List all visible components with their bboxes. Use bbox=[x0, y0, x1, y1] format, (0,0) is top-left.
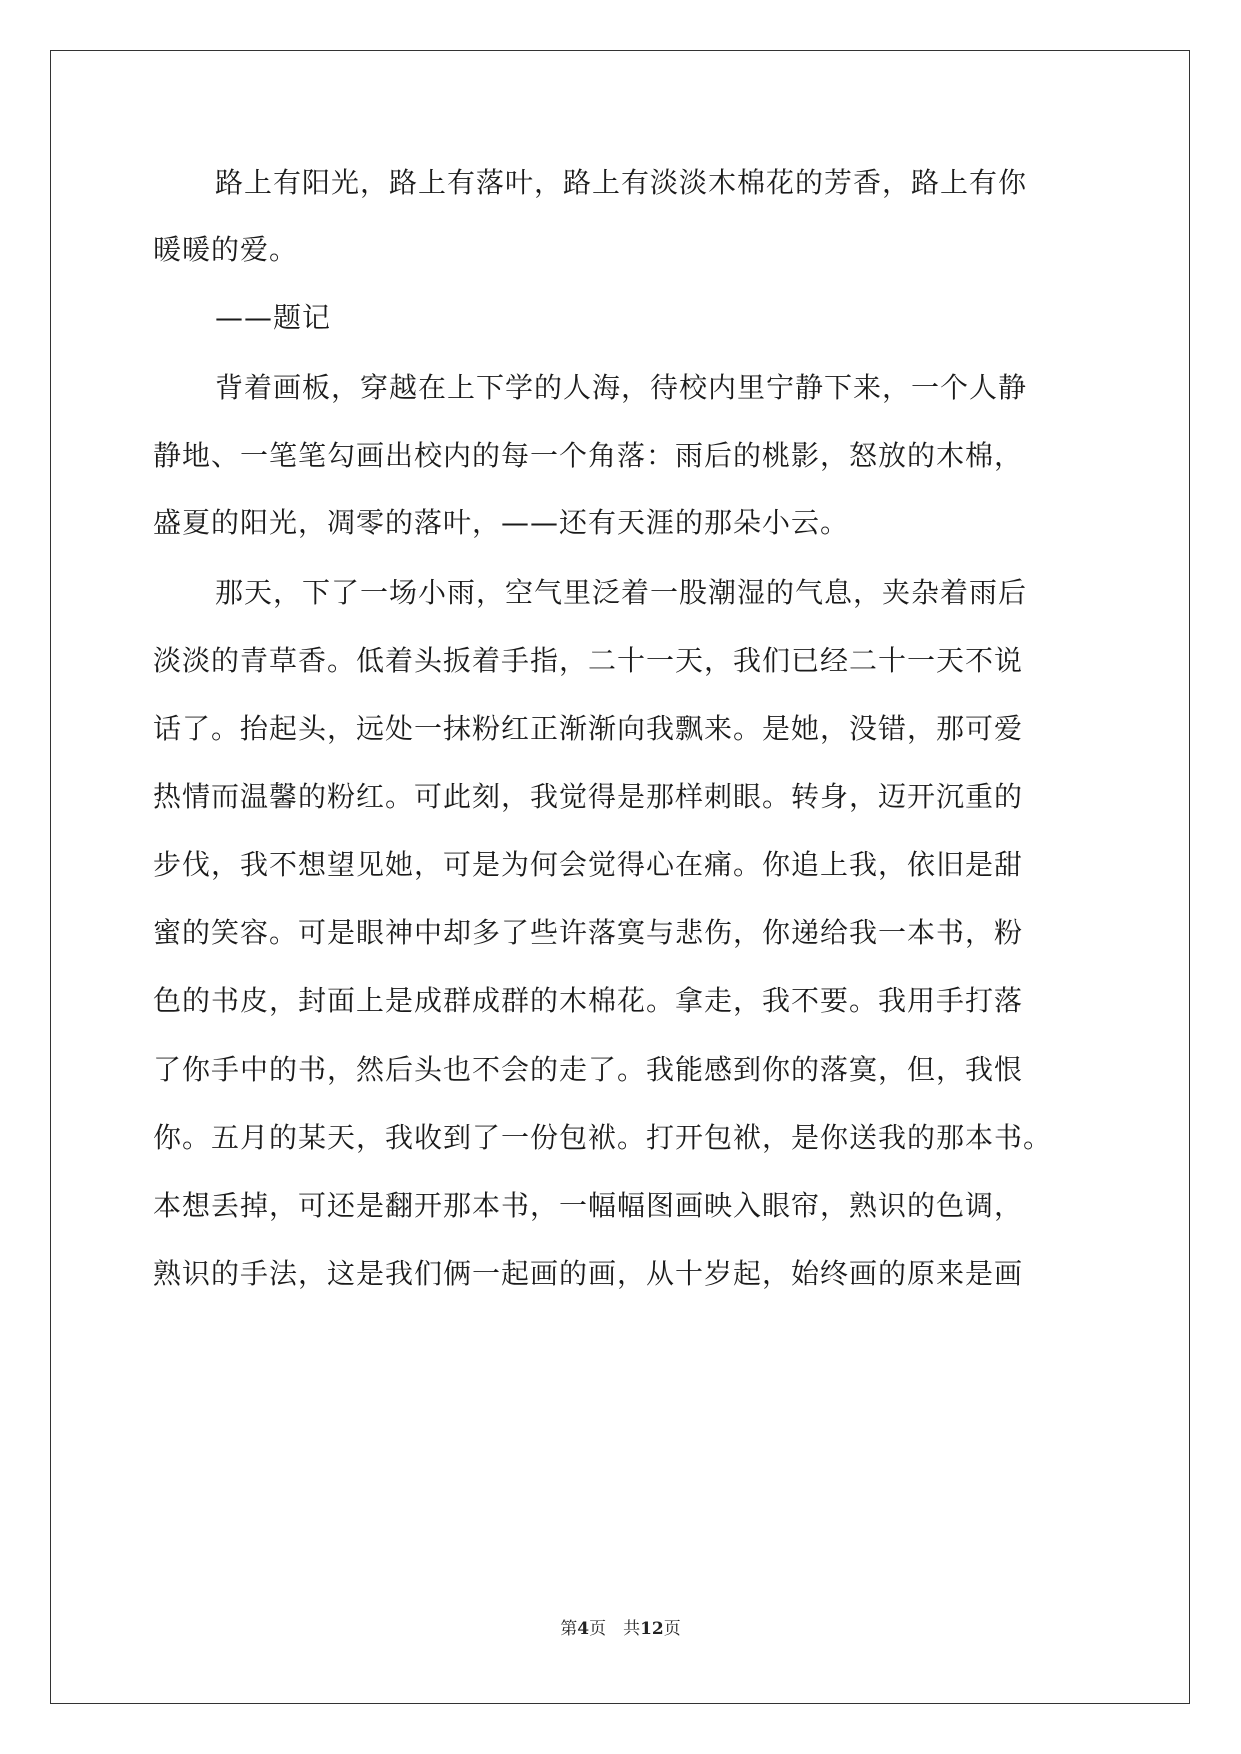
text-line-6: 盛夏的阳光，凋零的落叶，——还有天涯的那朵小云。 bbox=[153, 506, 850, 539]
text-line-17: 熟识的手法，这是我们俩一起画的画，从十岁起，始终画的原来是画 bbox=[153, 1257, 1024, 1290]
page-footer bbox=[0, 1614, 1241, 1639]
text-line-10: 热情而温馨的粉红。可此刻，我觉得是那样刺眼。转身，迈开沉重的 bbox=[153, 780, 1024, 813]
text-line-11: 步伐，我不想望见她，可是为何会觉得心在痛。你追上我，依旧是甜 bbox=[153, 848, 1024, 881]
text-line-12: 蜜的笑容。可是眼神中却多了些许落寞与悲伤，你递给我一本书，粉 bbox=[153, 916, 1024, 949]
text-line-14: 了你手中的书，然后头也不会的走了。我能感到你的落寞，但，我恨 bbox=[153, 1053, 1024, 1086]
current-page-number: 4 bbox=[577, 1619, 590, 1639]
text-line-8: 淡淡的青草香。低着头扳着手指，二十一天，我们已经二十一天不说 bbox=[153, 644, 1024, 677]
text-line-15: 你。五月的某天，我收到了一份包袱。打开包袱，是你送我的那本书。 bbox=[153, 1121, 1053, 1154]
text-line-1: 路上有阳光，路上有落叶，路上有淡淡木棉花的芳香，路上有你 bbox=[215, 166, 1028, 199]
total-pages-number: 12 bbox=[640, 1619, 664, 1639]
page-suffix: 页 bbox=[663, 1619, 681, 1639]
text-line-16: 本想丢掉，可还是翻开那本书，一幅幅图画映入眼帘，熟识的色调， bbox=[153, 1189, 1024, 1222]
text-line-4: 背着画板，穿越在上下学的人海，待校内里宁静下来，一个人静 bbox=[215, 371, 1028, 404]
text-line-2: 暖暖的爱。 bbox=[153, 233, 299, 266]
text-line-5: 静地、一笔笔勾画出校内的每一个角落：雨后的桃影，怒放的木棉， bbox=[153, 439, 1024, 472]
text-line-9: 话了。抬起头，远处一抹粉红正渐渐向我飘来。是她，没错，那可爱 bbox=[153, 712, 1024, 745]
text-line-13: 色的书皮，封面上是成群成群的木棉花。拿走，我不要。我用手打落 bbox=[153, 984, 1024, 1017]
text-line-7: 那天，下了一场小雨，空气里泛着一股潮湿的气息，夹杂着雨后 bbox=[215, 576, 1028, 609]
page-prefix: 第 bbox=[560, 1619, 578, 1639]
text-line-3: ——题记 bbox=[215, 301, 332, 334]
page-mid: 页 共 bbox=[589, 1619, 641, 1639]
